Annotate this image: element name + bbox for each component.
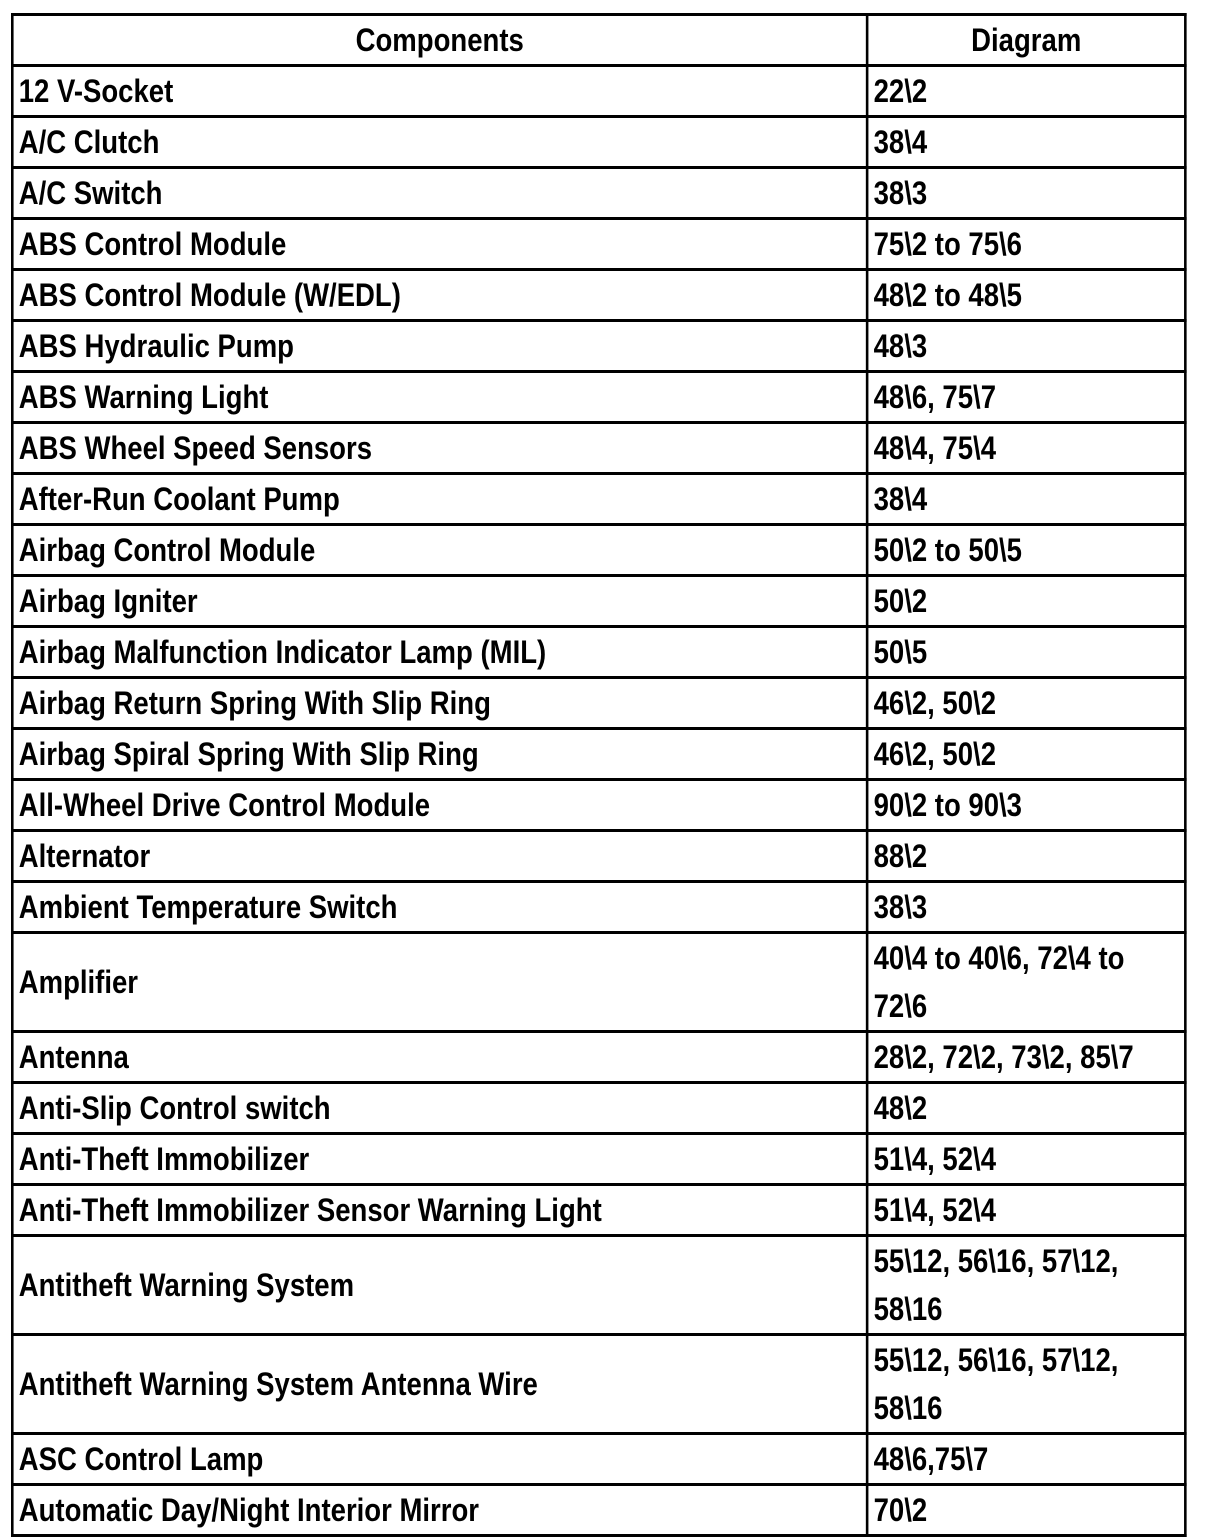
diagram-cell: 50\5: [867, 627, 1185, 678]
component-cell: ASC Control Lamp: [12, 1434, 867, 1485]
diagram-cell: 38\4: [867, 474, 1185, 525]
component-cell: Anti-Theft Immobilizer Sensor Warning Light: [12, 1185, 867, 1236]
diagram-cell: 46\2, 50\2: [867, 678, 1185, 729]
header-row: [12, 15, 1185, 66]
component-cell: ABS Hydraulic Pump: [12, 321, 867, 372]
component-cell: Alternator: [12, 831, 867, 882]
diagram-cell: 48\2: [867, 1083, 1185, 1134]
table-row: [12, 729, 1185, 780]
diagram-cell: 48\6,75\7: [867, 1434, 1185, 1485]
component-cell: Antenna: [12, 1032, 867, 1083]
diagram-cell: 70\2: [867, 1485, 1185, 1536]
diagram-cell: 50\2 to 50\5: [867, 525, 1185, 576]
table-row: [12, 576, 1185, 627]
table-row: [12, 780, 1185, 831]
component-cell: 12 V-Socket: [12, 66, 867, 117]
table-row: [12, 372, 1185, 423]
diagram-cell: 55\12, 56\16, 57\12, 58\16: [867, 1335, 1185, 1434]
diagram-cell: 46\2, 50\2: [867, 729, 1185, 780]
diagram-cell: 48\3: [867, 321, 1185, 372]
component-cell: Anti-Slip Control switch: [12, 1083, 867, 1134]
table-row: [12, 423, 1185, 474]
component-cell: A/C Clutch: [12, 117, 867, 168]
table-row: [12, 1434, 1185, 1485]
table-row: [12, 627, 1185, 678]
component-cell: Airbag Malfunction Indicator Lamp (MIL): [12, 627, 867, 678]
component-cell: Airbag Return Spring With Slip Ring: [12, 678, 867, 729]
table-row: [12, 525, 1185, 576]
component-cell: Amplifier: [12, 933, 867, 1032]
diagram-cell: 38\3: [867, 168, 1185, 219]
table-row: [12, 1236, 1185, 1335]
table-body: [12, 66, 1185, 1536]
component-cell: Antitheft Warning System Antenna Wire: [12, 1335, 867, 1434]
table-row: [12, 474, 1185, 525]
component-cell: Ambient Temperature Switch: [12, 882, 867, 933]
table-row: [12, 270, 1185, 321]
diagram-cell: 40\4 to 40\6, 72\4 to 72\6: [867, 933, 1185, 1032]
component-cell: Antitheft Warning System: [12, 1236, 867, 1335]
diagram-cell: 51\4, 52\4: [867, 1134, 1185, 1185]
component-cell: ABS Control Module (W/EDL): [12, 270, 867, 321]
diagram-cell: 50\2: [867, 576, 1185, 627]
diagram-cell: 90\2 to 90\3: [867, 780, 1185, 831]
component-cell: Airbag Control Module: [12, 525, 867, 576]
component-cell: All-Wheel Drive Control Module: [12, 780, 867, 831]
table-row: [12, 1032, 1185, 1083]
component-cell: Airbag Igniter: [12, 576, 867, 627]
component-cell: ABS Wheel Speed Sensors: [12, 423, 867, 474]
table-row: [12, 219, 1185, 270]
component-cell: Automatic Day/Night Interior Mirror: [12, 1485, 867, 1536]
component-cell: After-Run Coolant Pump: [12, 474, 867, 525]
table-row: [12, 1134, 1185, 1185]
diagram-cell: 55\12, 56\16, 57\12, 58\16: [867, 1236, 1185, 1335]
diagram-cell: 75\2 to 75\6: [867, 219, 1185, 270]
diagram-cell: 51\4, 52\4: [867, 1185, 1185, 1236]
components-header: Components: [12, 15, 867, 66]
component-cell: ABS Warning Light: [12, 372, 867, 423]
table-row: [12, 321, 1185, 372]
table-row: [12, 117, 1185, 168]
table-row: [12, 1485, 1185, 1536]
table-row: [12, 1083, 1185, 1134]
table-row: [12, 678, 1185, 729]
table-row: [12, 66, 1185, 117]
diagram-cell: 48\6, 75\7: [867, 372, 1185, 423]
diagram-cell: 48\4, 75\4: [867, 423, 1185, 474]
diagram-cell: 38\3: [867, 882, 1185, 933]
table-row: [12, 882, 1185, 933]
table-row: [12, 933, 1185, 1032]
component-cell: ABS Control Module: [12, 219, 867, 270]
component-cell: Anti-Theft Immobilizer: [12, 1134, 867, 1185]
components-diagram-table: [11, 13, 1187, 1537]
diagram-cell: 38\4: [867, 117, 1185, 168]
table-row: [12, 1335, 1185, 1434]
diagram-cell: 28\2, 72\2, 73\2, 85\7: [867, 1032, 1185, 1083]
component-cell: A/C Switch: [12, 168, 867, 219]
component-cell: Airbag Spiral Spring With Slip Ring: [12, 729, 867, 780]
diagram-cell: 48\2 to 48\5: [867, 270, 1185, 321]
table-row: [12, 168, 1185, 219]
table-row: [12, 1185, 1185, 1236]
diagram-cell: 88\2: [867, 831, 1185, 882]
diagram-header: Diagram: [867, 15, 1185, 66]
diagram-cell: 22\2: [867, 66, 1185, 117]
table-row: [12, 831, 1185, 882]
